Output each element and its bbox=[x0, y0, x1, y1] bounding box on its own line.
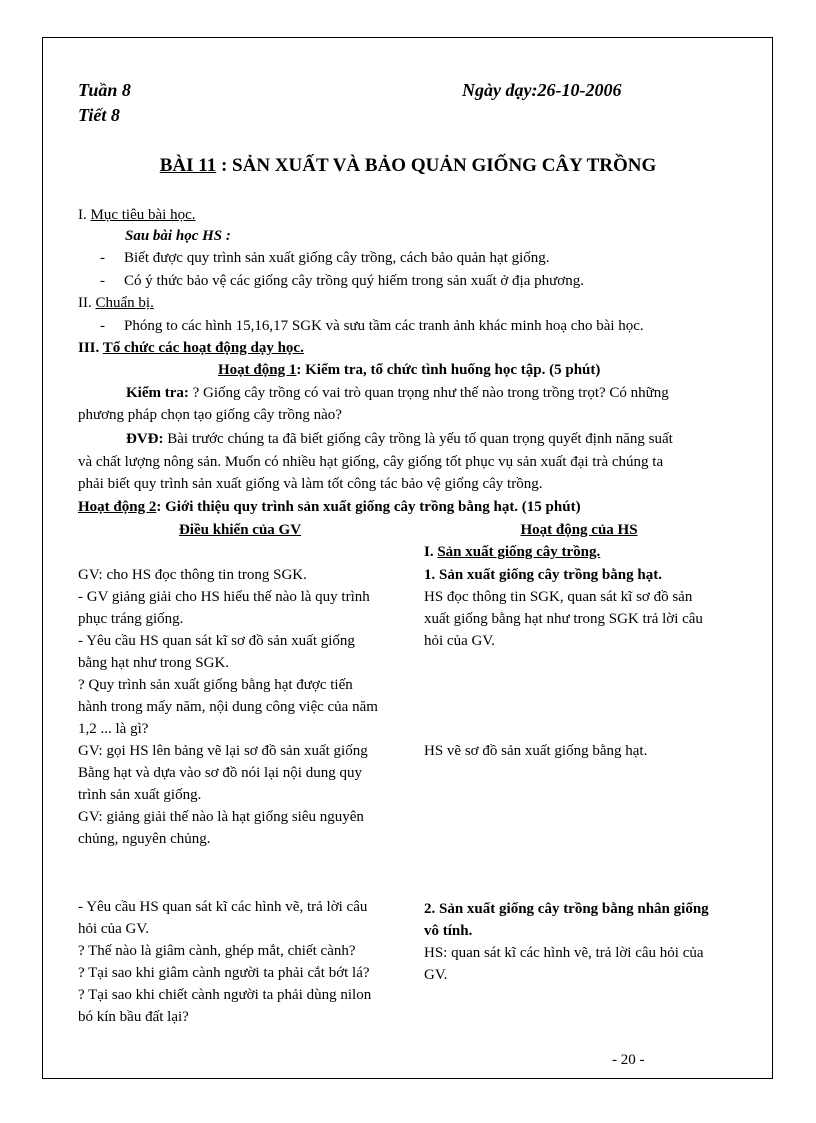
gv-line: ? Quy trình sản xuất giống bằng hạt được tiến bbox=[78, 677, 353, 693]
objective-item: - Biết được quy trình sản xuất giống cây trồng, cách bảo quản hạt giống. bbox=[100, 250, 550, 266]
gv-line: GV: gọi HS lên bảng vẽ lại sơ đồ sản xuất giống bbox=[78, 743, 368, 759]
gv-line: ? Thế nào là giâm cành, ghép mắt, chiết cành? bbox=[78, 943, 356, 959]
gv-line: chủng, nguyên chủng. bbox=[78, 831, 211, 847]
intro-line: phải biết quy trình sản xuất giống và làm tốt công tác bảo vệ giống cây trồng. bbox=[78, 476, 543, 492]
section-1-heading: I. Mục tiêu bài học. bbox=[78, 207, 196, 223]
hs-column-header: Hoạt động của HS bbox=[520, 522, 638, 538]
gv-line: 1,2 ... là gì? bbox=[78, 721, 149, 737]
intro-line: ĐVĐ: Bài trước chúng ta đã biết giống cây trồng là yếu tố quan trọng quyết định năng suất bbox=[126, 431, 673, 447]
section-2-heading: II. Chuẩn bị. bbox=[78, 295, 154, 311]
hs-column-block-3 bbox=[424, 942, 704, 986]
page-number: - 20 - bbox=[612, 1052, 645, 1068]
gv-column-block-2 bbox=[78, 896, 371, 1028]
gv-line: bằng hạt như trong SGK. bbox=[78, 655, 230, 671]
hs-subheading-2: 2. Sản xuất giống cây trồng bằng nhân giống vô tính. bbox=[424, 901, 709, 939]
gv-line: - Yêu cầu HS quan sát kĩ sơ đồ sản xuất giống bbox=[78, 633, 355, 649]
gv-line: ? Tại sao khi chiết cành người ta phải dùng nilon bbox=[78, 987, 372, 1003]
intro-line: và chất lượng nông sản. Muốn có nhiều hạt giống, cây giống tốt phục vụ sản xuất đại trà chúng ta bbox=[78, 454, 664, 470]
objective-item: - Có ý thức bảo vệ các giống cây trồng quý hiếm trong sản xuất ở địa phương. bbox=[100, 273, 584, 289]
hs-line: GV. bbox=[424, 967, 448, 983]
hs-line: HS đọc thông tin SGK, quan sát kĩ sơ đồ sản bbox=[424, 589, 693, 605]
gv-line: ? Tại sao khi giâm cành người ta phải cắt bớt lá? bbox=[78, 965, 370, 981]
hs-subheading-1: 1. Sản xuất giống cây trồng bằng hạt. bbox=[424, 567, 662, 583]
lesson-title bbox=[0, 155, 816, 177]
hs-line: hỏi của GV. bbox=[424, 633, 495, 649]
gv-line: Bằng hạt và dựa vào sơ đồ nói lại nội dung quy bbox=[78, 765, 362, 781]
lesson-number: BÀI 11 bbox=[159, 155, 217, 176]
hs-section-heading: I. Sản xuất giống cây trồng. bbox=[424, 544, 601, 560]
gv-line: bó kín bầu đất lại? bbox=[78, 1009, 189, 1025]
gv-line: hỏi của GV. bbox=[78, 921, 149, 937]
gv-line: GV: cho HS đọc thông tin trong SGK. bbox=[78, 567, 307, 583]
gv-line: trình sản xuất giống. bbox=[78, 787, 202, 803]
section-3-heading: III. Tổ chức các hoạt động dạy học. bbox=[78, 340, 304, 356]
hs-column-block-1 bbox=[424, 586, 703, 652]
gv-line: phục tráng giống. bbox=[78, 611, 184, 627]
check-question-line: Kiểm tra: ? Giống cây trồng có vai trò quan trọng như thế nào trong trồng trọt? Có những bbox=[126, 385, 669, 401]
gv-line: - GV giảng giải cho HS hiểu thế nào là quy trình bbox=[78, 589, 370, 605]
hs-line: HS: quan sát kĩ các hình vẽ, trả lời câu hỏi của bbox=[424, 945, 704, 961]
activity-1-heading: Hoạt động 1: Kiểm tra, tổ chức tình huống học tập. (5 phút) bbox=[218, 362, 601, 378]
week-label: Tuần 8 bbox=[78, 80, 131, 100]
gv-line: - Yêu cầu HS quan sát kĩ các hình vẽ, trả lời câu bbox=[78, 899, 368, 915]
period-label: Tiết 8 bbox=[78, 105, 120, 125]
teaching-date: Ngày dạy:26-10-2006 bbox=[462, 80, 622, 100]
preparation-item: - Phóng to các hình 15,16,17 SGK và sưu tầm các tranh ảnh khác minh hoạ cho bài học. bbox=[100, 318, 644, 334]
lesson-name: : SẢN XUẤT VÀ BẢO QUẢN GIỐNG CÂY TRỒNG bbox=[220, 155, 657, 176]
gv-line: GV: giảng giải thế nào là hạt giống siêu nguyên bbox=[78, 809, 364, 825]
hs-line: xuất giống bằng hạt như trong SGK trả lời câu bbox=[424, 611, 703, 627]
check-question-line: phương pháp chọn tạo giống cây trồng nào? bbox=[78, 407, 342, 423]
activity-2-heading: Hoạt động 2: Giới thiệu quy trình sản xuất giống cây trồng bằng hạt. (15 phút) bbox=[78, 499, 581, 515]
gv-line: hành trong mấy năm, nội dung công việc của năm bbox=[78, 699, 378, 715]
gv-column-header: Điều khiển của GV bbox=[178, 522, 302, 538]
section-1-sub: Sau bài học HS : bbox=[125, 228, 231, 244]
hs-column-block-2: HS vẽ sơ đồ sản xuất giống bằng hạt. bbox=[424, 743, 648, 759]
gv-column-block-1 bbox=[78, 564, 378, 850]
